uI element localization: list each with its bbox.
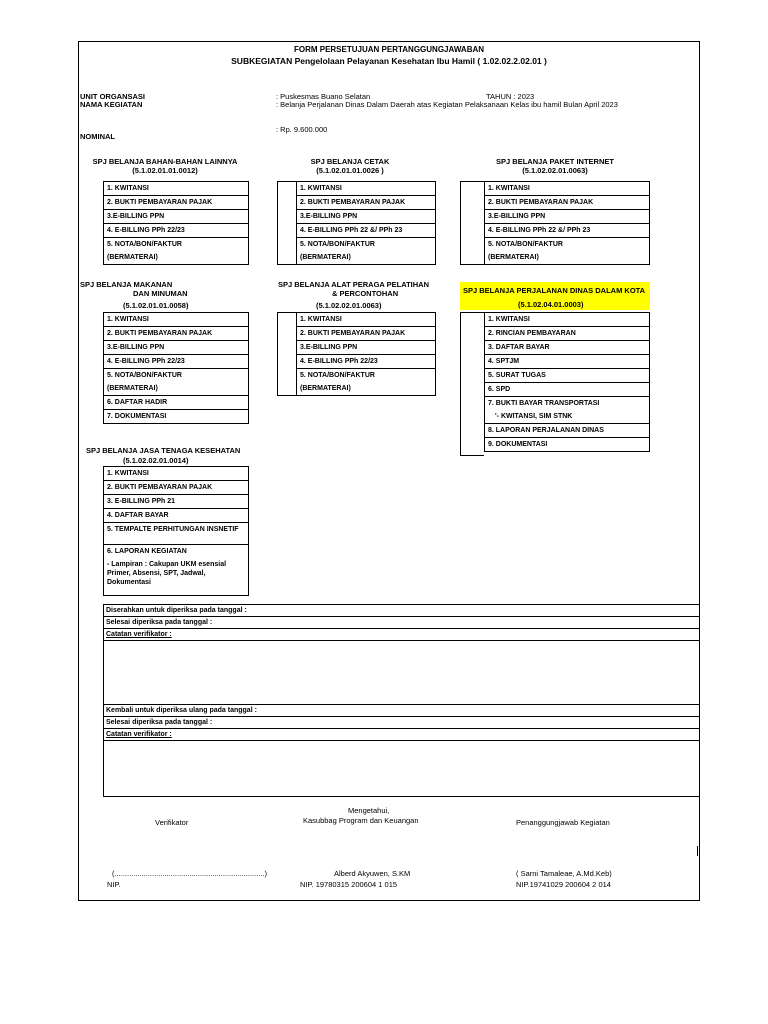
- cetak-title: SPJ BELANJA CETAK: [310, 157, 390, 166]
- cetak-left-box: [277, 181, 296, 265]
- list-item: 3.E-BILLING PPN: [484, 210, 650, 224]
- catatan-box-2: [103, 741, 700, 797]
- verification-block: [103, 604, 700, 797]
- list-item: 8. LAPORAN PERJALANAN DINAS: [484, 424, 650, 438]
- tahun: TAHUN : 2023: [486, 92, 535, 101]
- perjalanan-title: SPJ BELANJA PERJALANAN DINAS DALAM KOTA: [463, 286, 646, 295]
- alat-left-box: [277, 312, 296, 396]
- list-item: 2. BUKTI PEMBAYARAN PAJAK: [103, 481, 249, 495]
- alat-code: (5.1.02.02.01.0063): [316, 301, 382, 310]
- catatan-box-1: [103, 641, 700, 705]
- catatan-text-1: Catatan verifikator :: [106, 631, 172, 638]
- list-item: 3. DAFTAR BAYAR: [484, 341, 650, 355]
- selesai-row-1: Selesai diperiksa pada tanggal :: [103, 617, 700, 629]
- list-item: 5. NOTA/BON/FAKTUR: [103, 238, 249, 251]
- perjalanan-code: (5.1.02.04.01.0003): [518, 300, 584, 309]
- divider: [697, 846, 698, 856]
- list-item: 2. RINCIAN PEMBAYARAN: [484, 327, 650, 341]
- alat-checklist: [296, 312, 436, 396]
- kegiatan-label: NAMA KEGIATAN: [80, 100, 143, 109]
- verifikator-label: Verifikator: [155, 818, 189, 827]
- list-item: 3.E-BILLING PPN: [103, 210, 249, 224]
- list-item: (BERMATERAI): [103, 251, 249, 265]
- internet-checklist: [484, 181, 650, 265]
- list-item: 1. KWITANSI: [103, 181, 249, 196]
- form-subtitle: SUBKEGIATAN Pengelolaan Pelayanan Kesehatan Ibu Hamil ( 1.02.02.2.02.01 ): [231, 56, 547, 66]
- nominal-label: NOMINAL: [80, 132, 115, 141]
- list-item: 1. KWITANSI: [296, 312, 436, 327]
- perjalanan-left-box: [460, 312, 484, 456]
- list-item: 3.E-BILLING PPN: [103, 341, 249, 355]
- nominal-value: : Rp. 9.600.000: [276, 125, 328, 134]
- bahan-checklist: [103, 181, 249, 265]
- list-item: 9. DOKUMENTASI: [484, 438, 650, 452]
- perjalanan-checklist: [484, 312, 650, 452]
- jasa-code: (5.1.02.02.01.0014): [123, 456, 189, 465]
- list-item: 2. BUKTI PEMBAYARAN PAJAK: [103, 327, 249, 341]
- list-item: 4. DAFTAR BAYAR: [103, 509, 249, 523]
- list-item: 4. E-BILLING PPh 22/23: [296, 355, 436, 369]
- cetak-checklist: [296, 181, 436, 265]
- alat-title2: & PERCONTOHAN: [332, 289, 399, 298]
- list-item: 5. NOTA/BON/FAKTUR: [103, 369, 249, 382]
- kegiatan-value: : Belanja Perjalanan Dinas Dalam Daerah atas Kegiatan Pelaksanaan Kelas ibu hamil Bulan April 2023: [276, 100, 618, 109]
- bahan-title: SPJ BELANJA BAHAN-BAHAN LAINNYA: [92, 157, 238, 166]
- list-item: 1. KWITANSI: [484, 181, 650, 196]
- makanan-title2: DAN MINUMAN: [133, 289, 188, 298]
- pj-name: ( Sarni Tamaleae, A.Md.Keb): [516, 869, 612, 878]
- selesai-row-2: Selesai diperiksa pada tanggal :: [103, 717, 700, 729]
- internet-left-box: [460, 181, 484, 265]
- list-item: (BERMATERAI): [296, 251, 436, 265]
- list-item: (BERMATERAI): [103, 382, 249, 396]
- list-item: 2. BUKTI PEMBAYARAN PAJAK: [296, 196, 436, 210]
- list-item: 6. SPD: [484, 383, 650, 397]
- kembali-row: Kembali untuk diperiksa ulang pada tanggal :: [103, 705, 700, 717]
- jasa-title: SPJ BELANJA JASA TENAGA KESEHATAN: [86, 446, 241, 455]
- form-title: FORM PERSETUJUAN PERTANGGUNGJAWABAN: [293, 45, 485, 54]
- kasubbag-name: Alberd Akyuwen, S.KM: [334, 869, 411, 878]
- list-item: 4. E-BILLING PPh 22 &/ PPh 23: [296, 224, 436, 238]
- kasubbag-label: Kasubbag Program dan Keuangan: [303, 816, 419, 825]
- internet-title: SPJ BELANJA PAKET INTERNET: [496, 157, 614, 166]
- kasubbag-nip: NIP. 19780315 200604 1 015: [300, 880, 398, 889]
- list-item: 1. KWITANSI: [103, 312, 249, 327]
- list-item: 4. E-BILLING PPh 22/23: [103, 224, 249, 238]
- penanggung-label: Penanggungjawab Kegiatan: [516, 818, 610, 827]
- list-item: 1. KWITANSI: [484, 312, 650, 327]
- catatan-label-1: [103, 629, 700, 641]
- list-item: 7. BUKTI BAYAR TRANSPORTASI: [484, 397, 650, 410]
- catatan-label-2: [103, 729, 700, 741]
- list-item: 1. KWITANSI: [296, 181, 436, 196]
- makanan-checklist: [103, 312, 249, 424]
- list-item: 5. NOTA/BON/FAKTUR: [484, 238, 650, 251]
- list-item: 3.E-BILLING PPN: [296, 210, 436, 224]
- list-item: 4. E-BILLING PPh 22/23: [103, 355, 249, 369]
- catatan-text-2: Catatan verifikator :: [106, 731, 172, 738]
- mengetahui: Mengetahui,: [348, 806, 390, 815]
- unit-label: UNIT ORGANSASI: [80, 92, 146, 101]
- jasa-checklist: [103, 466, 249, 596]
- internet-code: (5.1.02.02.01.0063): [522, 166, 588, 175]
- pj-nip: NIP.19741029 200604 2 014: [516, 880, 611, 889]
- makanan-code: (5.1.02.01.01.0058): [123, 301, 189, 310]
- list-item: 5. TEMPALTE PERHITUNGAN INSNETIF: [103, 523, 249, 545]
- list-item: 5. SURAT TUGAS: [484, 369, 650, 383]
- list-item: 4. SPTJM: [484, 355, 650, 369]
- list-item: 3.E-BILLING PPN: [296, 341, 436, 355]
- list-item: '- KWITANSI, SIM STNK: [484, 410, 650, 424]
- list-item: 3. E-BILLING PPh 21: [103, 495, 249, 509]
- list-item: 2. BUKTI PEMBAYARAN PAJAK: [296, 327, 436, 341]
- list-item: 2. BUKTI PEMBAYARAN PAJAK: [484, 196, 650, 210]
- diserahkan-row: Diserahkan untuk diperiksa pada tanggal :: [103, 605, 700, 617]
- alat-title: SPJ BELANJA ALAT PERAGA PELATIHAN: [278, 280, 429, 289]
- unit-value: : Puskesmas Buano Selatan: [276, 92, 371, 101]
- list-item: 5. NOTA/BON/FAKTUR: [296, 238, 436, 251]
- list-item: 2. BUKTI PEMBAYARAN PAJAK: [103, 196, 249, 210]
- makanan-title: SPJ BELANJA MAKANAN: [80, 280, 173, 289]
- list-item: 6. DAFTAR HADIR: [103, 396, 249, 410]
- list-item: 5. NOTA/BON/FAKTUR: [296, 369, 436, 382]
- cetak-code: (5.1.02.01.01.0026 ): [316, 166, 384, 175]
- list-item: 4. E-BILLING PPh 22 &/ PPh 23: [484, 224, 650, 238]
- list-item: - Lampiran : Cakupan UKM esensial Primer, Absensi, SPT, Jadwal, Dokumentasi: [103, 558, 249, 596]
- bahan-code: (5.1.02.01.01.0012): [132, 166, 198, 175]
- list-item: 1. KWITANSI: [103, 466, 249, 481]
- list-item: 7. DOKUMENTASI: [103, 410, 249, 424]
- verifikator-name: (........................................................................): [112, 869, 268, 878]
- list-item: (BERMATERAI): [296, 382, 436, 396]
- verifikator-nip: NIP.: [107, 880, 121, 889]
- list-item: (BERMATERAI): [484, 251, 650, 265]
- list-item: 6. LAPORAN KEGIATAN: [103, 545, 249, 558]
